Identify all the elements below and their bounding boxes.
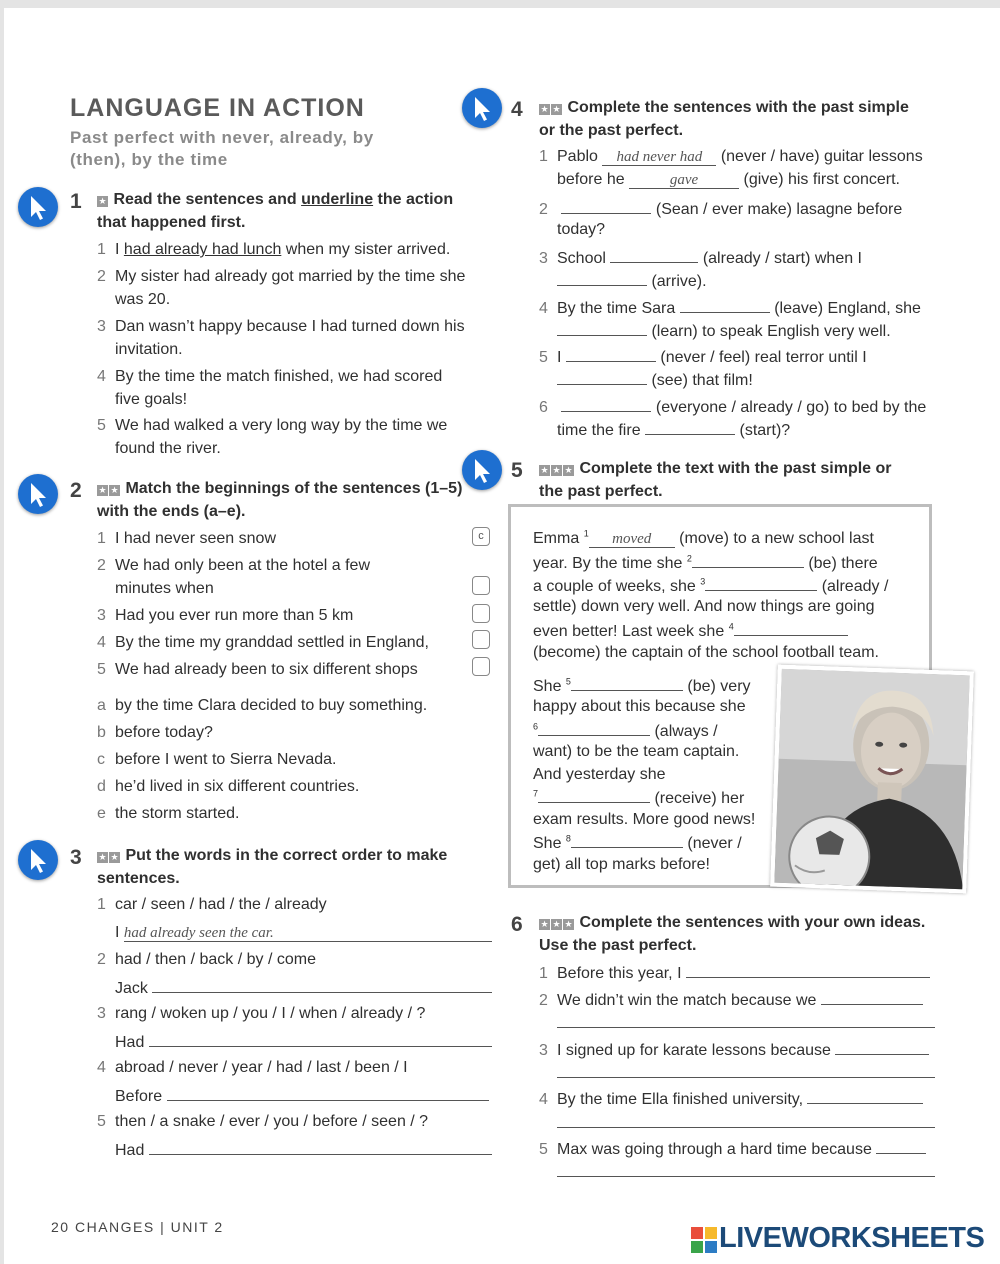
ex6-answer-field[interactable] bbox=[807, 1087, 923, 1104]
section-subtitle-line1: Past perfect with never, already, by bbox=[70, 128, 374, 147]
difficulty-star-icon: ★ bbox=[552, 104, 561, 114]
text-line: exam results. More good news! bbox=[533, 811, 756, 828]
exercise-1-play-cursor-icon[interactable] bbox=[18, 187, 58, 227]
ex1-item: 1 I had already had lunch when my sister arrived. bbox=[97, 241, 451, 258]
ex4-item: 3 School (already / start) when I bbox=[539, 246, 862, 270]
ex1-item[interactable]: 4 By the time the match finished, we had scored bbox=[97, 368, 443, 385]
ex6-item: 2 We didn’t win the match because we bbox=[539, 988, 923, 1012]
answer-box-1[interactable]: c bbox=[472, 527, 490, 546]
ex3-words: 2 had / then / back / by / come bbox=[97, 951, 316, 968]
ex5-answer-field[interactable] bbox=[571, 674, 683, 691]
exercise-5-instruction-line2: the past perfect. bbox=[539, 483, 663, 500]
ex4-answer-field[interactable] bbox=[557, 319, 647, 336]
ex6-extra-line[interactable] bbox=[557, 1077, 935, 1078]
ex3-answer-line: I had already seen the car. bbox=[115, 922, 492, 944]
text-line: $^7$ (receive) her bbox=[533, 786, 744, 810]
ex4-answer-field[interactable] bbox=[557, 368, 647, 385]
ex4-answer-field[interactable] bbox=[610, 246, 698, 263]
section-title: LANGUAGE IN ACTION bbox=[70, 94, 365, 122]
ex6-item: 1 Before this year, I bbox=[539, 961, 930, 985]
ex3-answer-line: Had bbox=[115, 1138, 492, 1162]
page-number: 20 bbox=[51, 1219, 70, 1235]
ex4-answer-field[interactable] bbox=[557, 269, 647, 286]
exercise-5-instruction: ★ ★ ★ Complete the text with the past simple or bbox=[540, 460, 892, 477]
text-line: (become) the captain of the school football team. bbox=[533, 644, 879, 661]
ex4-item-cont: (learn) to speak English very well. bbox=[557, 319, 891, 343]
ex3-words: 3 rang / woken up / you / I / when / already / ? bbox=[97, 1005, 426, 1022]
exercise-1-instruction-line2: that happened first. bbox=[97, 214, 246, 231]
exercise-5-number: 5 bbox=[511, 459, 523, 482]
answer-box-3[interactable] bbox=[472, 604, 490, 623]
text-line: want) to be the team captain. bbox=[533, 743, 740, 760]
ex2-beginning: 5 We had already been to six different shops bbox=[97, 661, 418, 678]
exercise-2-instruction-line2: with the ends (a–e). bbox=[97, 503, 246, 520]
text-line: She $^5$ (be) very bbox=[533, 674, 751, 698]
exercise-6-number: 6 bbox=[511, 913, 523, 936]
text-line: Emma $^1$ moved (move) to a new school last bbox=[533, 528, 874, 547]
exercise-6-instruction-line2: Use the past perfect. bbox=[539, 937, 697, 954]
ex4-answer-field[interactable]: gave bbox=[629, 172, 739, 189]
ex6-item: 5 Max was going through a hard time because bbox=[539, 1137, 926, 1161]
exercise-4-play-cursor-icon[interactable] bbox=[462, 88, 502, 128]
exercise-4-instruction: ★ ★ Complete the sentences with the past simple bbox=[540, 99, 909, 116]
ex2-ending: e the storm started. bbox=[97, 805, 240, 822]
ex6-extra-line[interactable] bbox=[557, 1127, 935, 1128]
ex2-beginning: 2 We had only been at the hotel a few bbox=[97, 557, 370, 574]
ex4-answer-field[interactable] bbox=[561, 395, 651, 412]
ex4-item-cont: (arrive). bbox=[557, 269, 707, 293]
difficulty-star-icon: ★ bbox=[110, 485, 119, 495]
difficulty-star-icon: ★ bbox=[540, 465, 549, 475]
ex2-beginning-cont: minutes when bbox=[115, 580, 214, 597]
difficulty-star-icon: ★ bbox=[564, 919, 573, 929]
exercise-1-instruction: ★ Read the sentences and underline the action bbox=[98, 191, 454, 208]
text-line: even better! Last week she $^4$ bbox=[533, 619, 848, 643]
difficulty-star-icon: ★ bbox=[110, 852, 119, 862]
ex4-answer-field[interactable]: had never had bbox=[602, 149, 716, 166]
ex1-item-cont[interactable]: found the river. bbox=[115, 440, 221, 457]
exercise-3-instruction-line2: sentences. bbox=[97, 870, 180, 887]
exercise-2-number: 2 bbox=[70, 479, 82, 502]
ex5-answer-field[interactable] bbox=[571, 831, 683, 848]
ex2-ending: d he’d lived in six different countries. bbox=[97, 778, 360, 795]
ex4-item: 1 Pablo had never had (never / have) guitar lessons bbox=[539, 148, 923, 165]
ex3-answer-field[interactable] bbox=[152, 976, 492, 993]
ex4-answer-field[interactable] bbox=[680, 296, 770, 313]
ex4-item-cont: time the fire (start)? bbox=[557, 418, 790, 442]
ex4-answer-field[interactable] bbox=[645, 418, 735, 435]
ex5-answer-field[interactable] bbox=[538, 786, 650, 803]
ex6-item: 3 I signed up for karate lessons because bbox=[539, 1038, 929, 1062]
text-line: And yesterday she bbox=[533, 766, 666, 783]
page-footer bbox=[51, 1219, 224, 1235]
ex4-item-cont: before he gave (give) his first concert. bbox=[557, 171, 900, 188]
text-line: She $^8$ (never / bbox=[533, 831, 742, 855]
ex2-beginning: 4 By the time my granddad settled in England, bbox=[97, 634, 429, 651]
ex6-extra-line[interactable] bbox=[557, 1027, 935, 1028]
ex4-item: 6 (everyone / already / go) to bed by the bbox=[539, 395, 926, 419]
exercise-3-number: 3 bbox=[70, 846, 82, 869]
ex5-answer-field[interactable] bbox=[705, 574, 817, 591]
ex6-answer-field[interactable] bbox=[835, 1038, 929, 1055]
ex6-answer-field[interactable] bbox=[686, 961, 930, 978]
ex1-item-cont[interactable]: invitation. bbox=[115, 341, 183, 358]
exercise-6-instruction: ★ ★ ★ Complete the sentences with your own ideas. bbox=[540, 914, 926, 931]
ex2-ending: b before today? bbox=[97, 724, 213, 741]
ex3-answer-field[interactable] bbox=[149, 1138, 492, 1155]
exercise-4-number: 4 bbox=[511, 98, 523, 121]
ex4-item: 4 By the time Sara (leave) England, she bbox=[539, 296, 921, 320]
ex3-answer-field[interactable] bbox=[149, 1030, 492, 1047]
difficulty-star-icon: ★ bbox=[564, 465, 573, 475]
text-line: get) all top marks before! bbox=[533, 856, 710, 873]
section-subtitle-line2: (then), by the time bbox=[70, 150, 228, 169]
ex3-words: 4 abroad / never / year / had / last / been / I bbox=[97, 1059, 408, 1076]
difficulty-star-icon: ★ bbox=[98, 485, 107, 495]
ex5-answer-field[interactable] bbox=[538, 719, 650, 736]
answer-box-2[interactable] bbox=[472, 576, 490, 595]
ex6-answer-field[interactable] bbox=[821, 988, 923, 1005]
ex5-answer-field[interactable] bbox=[692, 551, 804, 568]
ex1-item[interactable]: 3 Dan wasn’t happy because I had turned down his bbox=[97, 318, 465, 335]
ex3-answer-field[interactable] bbox=[167, 1084, 489, 1101]
ex3-words: 1 car / seen / had / the / already bbox=[97, 896, 327, 913]
unit-label: CHANGES | UNIT 2 bbox=[74, 1219, 224, 1235]
ex4-item-cont: today? bbox=[557, 221, 606, 238]
ex2-beginning: 1 I had never seen snow bbox=[97, 530, 276, 547]
exercise-3-instruction: ★ ★ Put the words in the correct order to make bbox=[98, 847, 448, 864]
text-line: $^6$ (always / bbox=[533, 719, 718, 743]
ex6-answer-field[interactable] bbox=[876, 1137, 926, 1154]
ex5-answer-field[interactable] bbox=[734, 619, 848, 636]
ex5-answer-field[interactable]: moved bbox=[589, 531, 675, 548]
answer-box-5[interactable] bbox=[472, 657, 490, 676]
ex4-item: 5 I (never / feel) real terror until I bbox=[539, 345, 867, 369]
ex3-answer-line: Jack bbox=[115, 976, 492, 1000]
difficulty-star-icon: ★ bbox=[98, 852, 107, 862]
difficulty-star-icon: ★ bbox=[98, 196, 107, 206]
underlined-answer[interactable]: had already had lunch bbox=[123, 241, 282, 258]
ex3-answer-line: Had bbox=[115, 1030, 492, 1054]
ex3-words: 5 then / a snake / ever / you / before / seen / ? bbox=[97, 1113, 429, 1130]
liveworksheets-brand[interactable]: LIVEWORKSHEETS bbox=[719, 1222, 985, 1254]
ex2-beginning: 3 Had you ever run more than 5 km bbox=[97, 607, 354, 624]
ex1-item-cont[interactable]: five goals! bbox=[115, 391, 188, 408]
difficulty-star-icon: ★ bbox=[552, 465, 561, 475]
exercise-4-instruction-line2: or the past perfect. bbox=[539, 122, 684, 139]
ex1-item[interactable]: 2 My sister had already got married by the time she bbox=[97, 268, 466, 285]
exercise-5-play-cursor-icon[interactable] bbox=[462, 450, 502, 490]
answer-box-4[interactable] bbox=[472, 630, 490, 649]
exercise-3-play-cursor-icon[interactable] bbox=[18, 840, 58, 880]
text-line: happy about this because she bbox=[533, 698, 746, 715]
ex6-item: 4 By the time Ella finished university, bbox=[539, 1087, 923, 1111]
text-line: a couple of weeks, she $^3$ (already / bbox=[533, 574, 888, 598]
ex3-answer-line: Before bbox=[115, 1084, 489, 1108]
exercise-2-play-cursor-icon[interactable] bbox=[18, 474, 58, 514]
ex1-item-cont[interactable]: was 20. bbox=[115, 291, 171, 308]
exercise-1-number: 1 bbox=[70, 190, 82, 213]
text-line: year. By the time she $^2$ (be) there bbox=[533, 551, 878, 575]
difficulty-star-icon: ★ bbox=[540, 919, 549, 929]
ex2-ending: a by the time Clara decided to buy something. bbox=[97, 697, 428, 714]
ex4-item: 2 (Sean / ever make) lasagne before bbox=[539, 197, 902, 221]
difficulty-star-icon: ★ bbox=[540, 104, 549, 114]
ex1-item[interactable]: 5 We had walked a very long way by the time we bbox=[97, 417, 448, 434]
liveworksheets-logo-icon bbox=[691, 1227, 717, 1253]
ex2-ending: c before I went to Sierra Nevada. bbox=[97, 751, 337, 768]
text-line: settle) down very well. And now things are going bbox=[533, 598, 875, 615]
ex4-answer-field[interactable] bbox=[561, 197, 651, 214]
photo-girl-with-football bbox=[770, 665, 974, 894]
ex4-answer-field[interactable] bbox=[566, 345, 656, 362]
ex6-extra-line[interactable] bbox=[557, 1176, 935, 1177]
difficulty-star-icon: ★ bbox=[552, 919, 561, 929]
ex4-item-cont: (see) that film! bbox=[557, 368, 753, 392]
ex3-answer-field[interactable]: had already seen the car. bbox=[124, 925, 492, 942]
exercise-2-instruction: ★ ★ Match the beginnings of the sentences (1–5) bbox=[98, 480, 463, 497]
